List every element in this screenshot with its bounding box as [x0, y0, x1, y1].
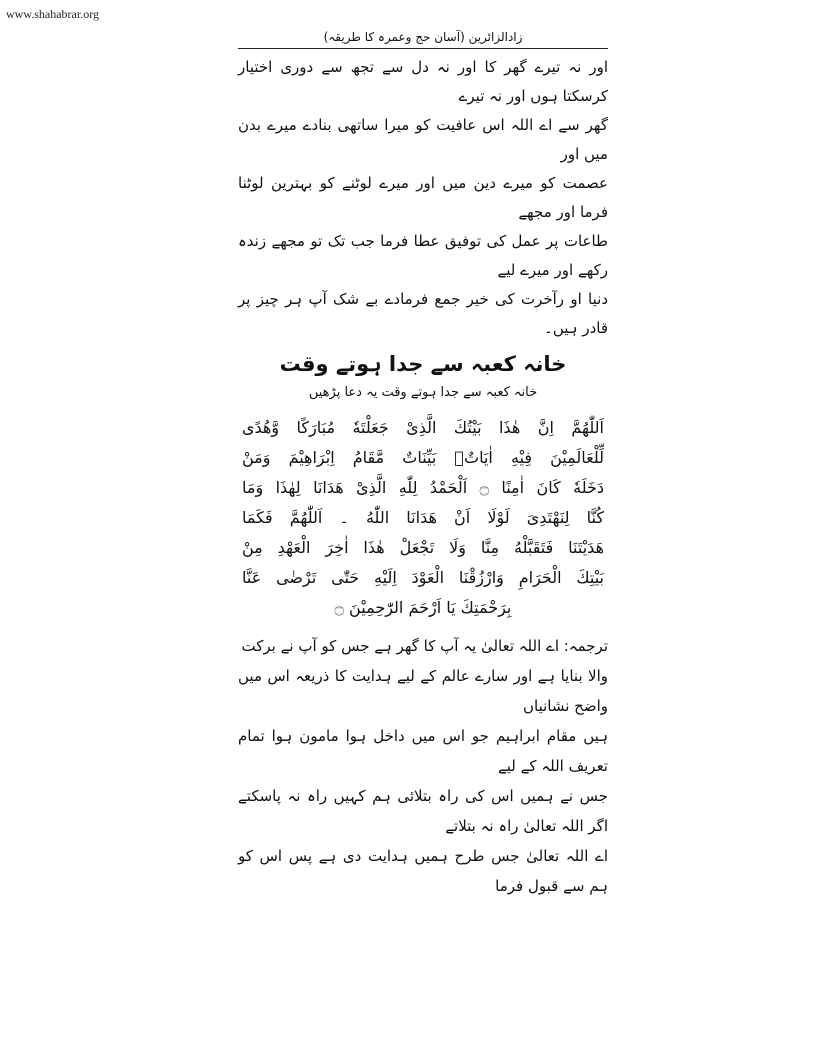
intro-line: اور نہ تیرے گھر کا اور نہ دل سے تجھ سے دوری اختیار کرسکتا ہوں اور نہ تیرے — [238, 58, 608, 105]
intro-line: طاعات پر عمل کی توفیق عطا فرما جب تک تو مجھے زندہ رکھے اور میرے لیے — [238, 232, 608, 279]
section-title: خانہ کعبہ سے جدا ہوتے وقت — [279, 352, 567, 376]
translation-line: جس نے ہمیں اس کی راہ بتلائی ہم کہیں راہ نہ پاسکتے اگر اللہ تعالیٰ راہ نہ بتلاتے — [238, 787, 608, 835]
intro-line: دنیا او رآخرت کی خیر جمع فرمادے بے شک آپ ہر چیز پر قادر ہیں۔ — [238, 290, 608, 337]
translation-line: ہیں مقام ابراہیم جو اس میں داخل ہوا مامون ہوا تمام تعریف اللہ کے لیے — [238, 727, 608, 775]
dua-block — [238, 413, 608, 623]
translation-line: ترجمہ: اے اللہ تعالیٰ یہ آپ کا گھر ہے جس کو آپ نے برکت — [241, 637, 608, 655]
intro-line: عصمت کو میرے دین میں اور میرے لوٹنے کو بہترین لوٹنا فرما اور مجھے — [238, 174, 608, 221]
header-rule — [238, 48, 608, 49]
translation-paragraph — [238, 631, 608, 901]
site-url: www.shahabrar.org — [6, 7, 99, 21]
section-subtitle: خانہ کعبہ سے جدا ہوتے وقت یہ دعا پڑھیں — [308, 385, 538, 400]
intro-line: گھر سے اے اللہ اس عافیت کو میرا ساتھی بنادے میرے بدن میں اور — [238, 116, 608, 163]
translation-line: والا بنایا ہے اور سارے عالم کے لیے ہدایت کا ذریعہ اس میں واضح نشانیاں — [238, 667, 608, 715]
translation-line: اے اللہ تعالیٰ جس طرح ہمیں ہدایت دی ہے پس اس کو ہم سے قبول فرما — [238, 847, 608, 895]
dua-line: اَللّٰھُمَّ اِنَّ ھٰذَا بَیْتُكَ الَّذِیْ جَعَلْتَهٗ مُبَارَكًا وَّھُدًی — [242, 418, 604, 437]
dua-line: دَخَلَهٗ كَانَ اٰمِنًا ۝ اَلْحَمْدُ لِلّٰهِ الَّذِیْ ھَدَانَا لِھٰذَا وَمَا — [242, 478, 604, 497]
running-head: زادالزائرین (آسان حج وعمرہ کا طریقہ) — [323, 30, 523, 44]
dua-line: لِّلْعَالَمِیْنَ فِیْهِ اٰیَاتٌۢ بَیِّنَاتٌ مَّقَامُ اِبْرَاھِیْمَ وَمَنْ — [242, 448, 604, 467]
dua-line: ھَدَیْتَنَا فَتَقَبَّلْهُ مِنَّا وَلَا تَجْعَلْ ھٰذَا اٰخِرَ الْعَھْدِ مِنْ — [242, 538, 604, 557]
dua-line: بَیْتِكَ الْحَرَامِ وَارْزُقْنَا الْعَوْدَ اِلَیْهِ حَتّٰی تَرْضٰی عَنَّا — [242, 568, 604, 587]
dua-line: بِرَحْمَتِكَ یَا اَرْحَمَ الرّٰحِمِیْنَ ۝ — [334, 598, 512, 617]
book-page — [238, 28, 608, 901]
intro-paragraph — [238, 53, 608, 343]
dua-line: كُنَّا لِنَھْتَدِیَ لَوْلَا اَنْ ھَدَانَا اللّٰهُ ۔ اَللّٰھُمَّ فَكَمَا — [242, 508, 604, 527]
